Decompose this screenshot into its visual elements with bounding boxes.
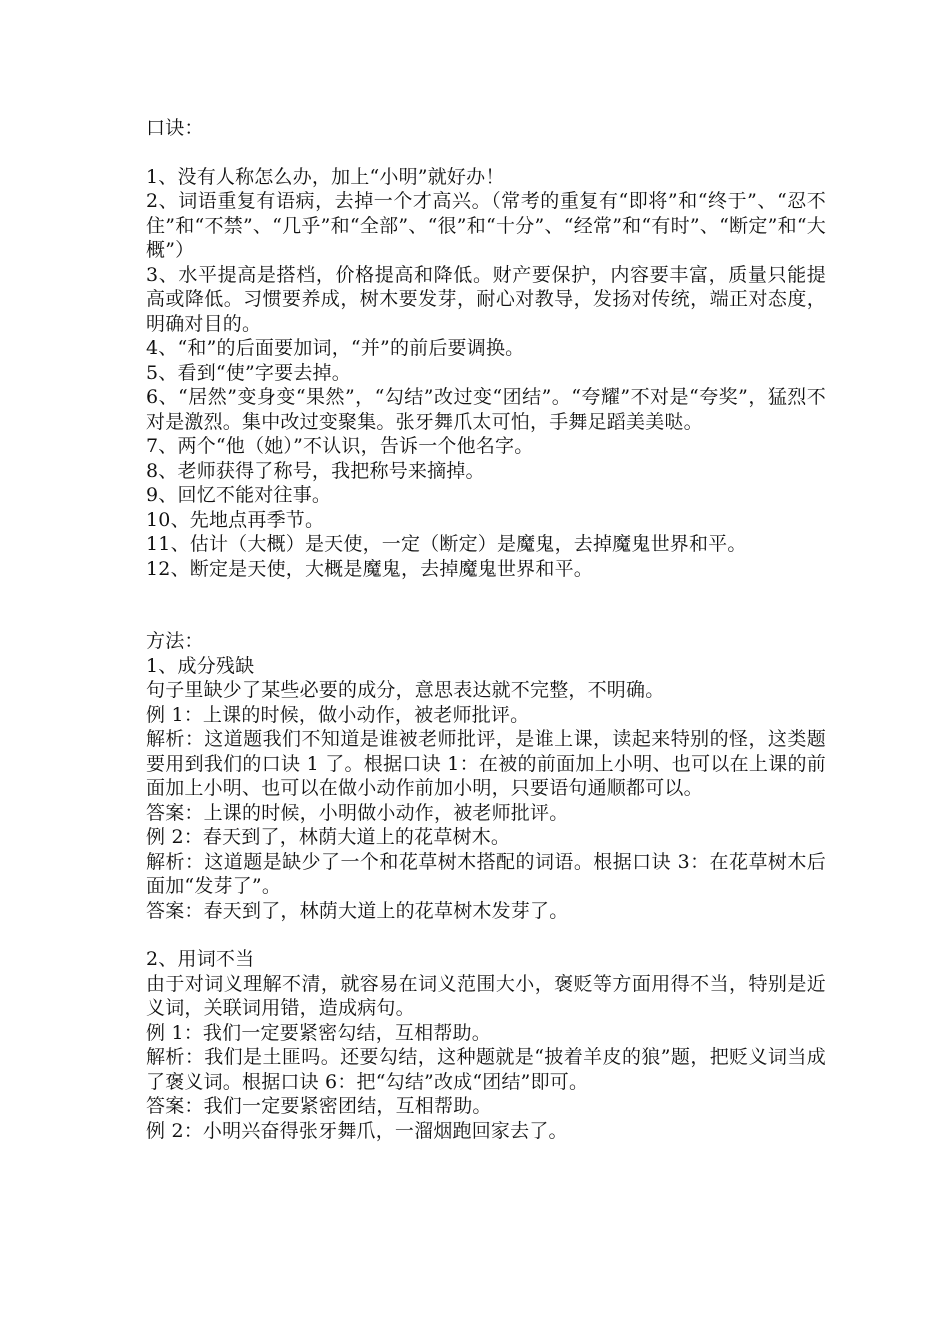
- spacer: [146, 923, 826, 947]
- section-1-example-1-answer: 答案：上课的时候，小明做小动作，被老师批评。: [146, 801, 569, 824]
- koujue-item-10: 10、先地点再季节。: [146, 508, 325, 531]
- section-1-example-1-analysis: 解析：这道题我们不知道是谁被老师批评，是谁上课，读起来特别的怪，这类题要用到我们的口诀 1 了。根据口诀 1：在被的前面加上小明、也可以在上课的前面加上小明、也可以在做小动作前加小明，只要语句通顺都可以。: [146, 728, 826, 799]
- section-1-example-2-analysis: 解析：这道题是缺少了一个和花草树木搭配的词语。根据口诀 3：在花草树木后面加“发芽了”。: [146, 850, 826, 897]
- koujue-item-7: 7、两个“他（她）”不认识，告诉一个他名字。: [146, 435, 534, 457]
- koujue-item-8: 8、老师获得了称号，我把称号来摘掉。: [146, 459, 485, 482]
- section-1-example-2: 例 2：春天到了，林荫大道上的花草树木。: [146, 826, 511, 848]
- section-1-example-2-answer: 答案：春天到了，林荫大道上的花草树木发芽了。: [146, 899, 569, 922]
- spacer: [146, 141, 826, 165]
- koujue-item-5: 5、看到“使”字要去掉。: [146, 361, 351, 384]
- section-2-example-1-analysis: 解析：我们是土匪吗。还要勾结，这种题就是“披着羊皮的狼”题，把贬义词当成了褒义词。根据口诀 6：把“勾结”改成“团结”即可。: [146, 1046, 826, 1093]
- koujue-item-12: 12、断定是天使，大概是魔鬼，去掉魔鬼世界和平。: [146, 557, 593, 580]
- koujue-item-4: 4、“和”的后面要加词，“并”的前后要调换。: [146, 337, 525, 359]
- koujue-item-3: 3、水平提高是搭档，价格提高和降低。财产要保护，内容要丰富，质量只能提高或降低。习惯要养成，树木要发芽，耐心对教导，发扬对传统，端正对态度，明确对目的。: [146, 263, 826, 335]
- section-2-example-2: 例 2：小明兴奋得张牙舞爪，一溜烟跑回家去了。: [146, 1119, 568, 1142]
- koujue-item-1: 1、没有人称怎么办，加上“小明”就好办！: [146, 165, 505, 188]
- section-1: [146, 654, 826, 924]
- koujue-list: [146, 165, 826, 582]
- section-1-title: 1、成分残缺: [146, 654, 255, 677]
- document-page: [146, 116, 826, 1143]
- koujue-item-9: 9、回忆不能对往事。: [146, 484, 332, 506]
- koujue-item-6: 6、“居然”变身变“果然”，“勾结”改过变“团结”。“夸耀”不对是“夸奖”，猛烈不对是激烈。集中改过变聚集。张牙舞爪太可怕，手舞足蹈美美哒。: [146, 386, 826, 433]
- section-1-example-1: 例 1：上课的时候，做小动作，被老师批评。: [146, 703, 530, 726]
- section-2: [146, 947, 826, 1143]
- section-2-example-1-answer: 答案：我们一定要紧密团结，互相帮助。: [146, 1095, 492, 1117]
- spacer: [146, 581, 826, 629]
- koujue-heading: 口诀：: [146, 117, 204, 139]
- section-1-desc: 句子里缺少了某些必要的成分，意思表达就不完整，不明确。: [146, 679, 665, 701]
- section-2-desc: 由于对词义理解不清，就容易在词义范围大小，褒贬等方面用得不当，特别是近义词，关联词用错，造成病句。: [146, 972, 826, 1019]
- fangfa-heading: 方法：: [146, 630, 204, 652]
- koujue-item-11: 11、估计（大概）是天使，一定（断定）是魔鬼，去掉魔鬼世界和平。: [146, 533, 747, 555]
- section-2-example-1: 例 1：我们一定要紧密勾结，互相帮助。: [146, 1021, 491, 1044]
- koujue-item-2: 2、词语重复有语病，去掉一个才高兴。（常考的重复有“即将”和“终于”、“忍不住”和“不禁”、“几乎”和“全部”、“很”和“十分”、“经常”和“有时”、“断定”和“大概”）: [146, 190, 826, 261]
- section-2-title: 2、用词不当: [146, 948, 255, 970]
